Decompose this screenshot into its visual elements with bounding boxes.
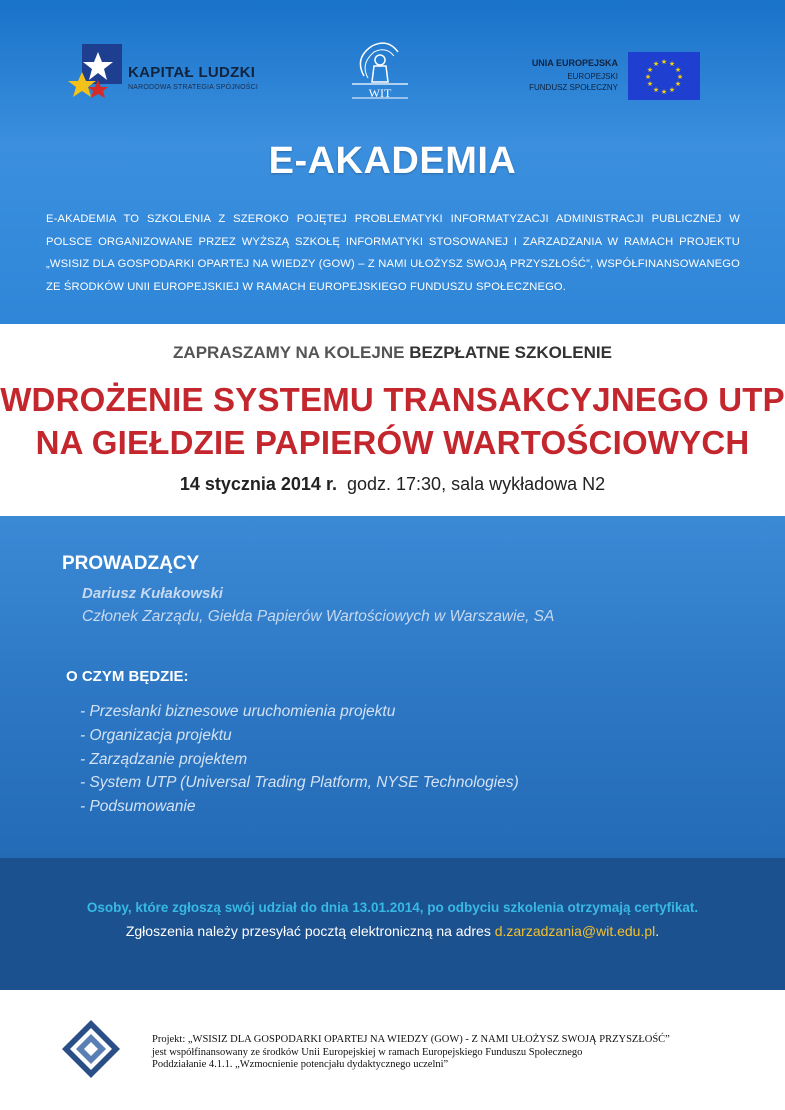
eu-logo bbox=[500, 52, 700, 102]
email-link[interactable]: d.zarzadzania@wit.edu.pl bbox=[494, 923, 656, 939]
topics-list bbox=[80, 700, 519, 819]
lecturer-heading: PROWADZĄCY bbox=[62, 553, 200, 574]
eu-flag-icon bbox=[628, 52, 700, 100]
event-details: godz. 17:30, sala wykładowa N2 bbox=[346, 474, 606, 494]
invite-prefix: ZAPRASZAMY NA KOLEJNE bbox=[173, 343, 410, 362]
eu-logo-line1: UNIA EUROPEJSKA bbox=[531, 58, 618, 68]
svg-text:★: ★ bbox=[668, 60, 676, 68]
svg-text:★: ★ bbox=[660, 58, 668, 66]
list-item: - Przesłanki biznesowe uruchomienia projektu bbox=[80, 703, 396, 720]
event-datetime bbox=[0, 474, 785, 495]
kapital-ludzki-logo bbox=[68, 42, 288, 102]
kapital-ludzki-star-icon bbox=[68, 42, 126, 100]
svg-text:★: ★ bbox=[646, 66, 654, 74]
svg-text:★: ★ bbox=[674, 66, 682, 74]
invite-line bbox=[0, 343, 785, 363]
diamond-logo-icon bbox=[60, 1018, 122, 1080]
svg-text:★: ★ bbox=[660, 88, 668, 96]
event-date: 14 stycznia 2014 r. bbox=[179, 474, 337, 494]
registration-email-line bbox=[0, 923, 785, 939]
email-prefix: Zgłoszenia należy przesyłać pocztą elektroniczną na adres bbox=[125, 923, 495, 939]
list-item: - Zarządzanie projektem bbox=[80, 750, 248, 768]
svg-text:★: ★ bbox=[644, 73, 652, 81]
invite-bold: BEZPŁATNE SZKOLENIE bbox=[409, 343, 612, 362]
svg-text:★: ★ bbox=[652, 60, 660, 68]
certificate-note: Osoby, które zgłoszą swój udział do dnia 13.01.2014, po odbyciu szkolenia otrzymają certyfikat. bbox=[86, 900, 699, 915]
lecturer-role: Członek Zarządu, Giełda Papierów Wartościowych w Warszawie, SA bbox=[82, 608, 555, 625]
svg-text:★: ★ bbox=[674, 80, 682, 88]
event-title-line2: NA GIEŁDZIE PAPIERÓW WARTOŚCIOWYCH bbox=[35, 424, 750, 461]
topics-heading: O CZYM BĘDZIE: bbox=[66, 668, 189, 685]
list-item: - System UTP (Universal Trading Platform, NYSE Technologies) bbox=[80, 774, 519, 792]
footer-line1: Projekt: „WSISIZ DLA GOSPODARKI OPARTEJ NA WIEDZY (GOW) - Z NAMI UŁOŻYSZ SWOJĄ PRZYSZŁOŚĆ” bbox=[152, 1034, 670, 1045]
event-title bbox=[0, 378, 785, 464]
footer-text bbox=[152, 1034, 670, 1072]
lecturer-name: Dariusz Kułakowski bbox=[82, 585, 223, 602]
event-title-line1: WDROŻENIE SYSTEMU TRANSAKCYJNEGO UTP bbox=[0, 381, 785, 418]
intro-paragraph: E-AKADEMIA TO SZKOLENIA Z SZEROKO POJĘTEJ PROBLEMATYKI INFORMATYZACJI ADMINISTRACJI PUBLICZNEJ W POLSCE ORGANIZOWANE PRZEZ WYŻSZĄ SZKOŁĘ INFORMATYKI STOSOWANEJ I ZARZADZANIA W RAMACH PROJEKTU „WSISIZ DLA GOSPODARKI OPARTEJ NA WIEDZY (GOW) – Z NAMI UŁOŻYSZ SWOJĄ PRZYSZŁOŚĆ”, WSPÓŁFINANSOWANEGO ZE ŚRODKÓW UNII EUROPEJSKIEJ W RAMACH EUROPEJSKIEGO FUNDUSZU SPOŁECZNEGO. bbox=[46, 213, 740, 293]
wit-logo bbox=[344, 36, 416, 106]
eu-logo-line3: FUNDUSZ SPOŁECZNY bbox=[529, 83, 618, 92]
svg-text:★: ★ bbox=[646, 80, 654, 88]
svg-text:★: ★ bbox=[668, 86, 676, 94]
list-item: - Podsumowanie bbox=[80, 798, 196, 816]
email-suffix: . bbox=[655, 923, 660, 939]
wit-logo-text: WIT bbox=[368, 86, 392, 100]
list-item: - Organizacja projektu bbox=[80, 726, 232, 744]
footer-line3: Poddziałanie 4.1.1. „Wzmocnienie potencjału dydaktycznego uczelni” bbox=[152, 1059, 449, 1071]
svg-text:★: ★ bbox=[652, 86, 660, 94]
kapital-ludzki-subtitle: NARODOWA STRATEGIA SPÓJNOŚCI bbox=[128, 84, 259, 91]
kapital-ludzki-title: KAPITAŁ LUDZKI bbox=[128, 64, 256, 81]
footer-line2: jest współfinansowany ze środków Unii Europejskiej w ramach Europejskiego Funduszu Społecznego bbox=[152, 1046, 583, 1058]
eu-logo-line2: EUROPEJSKI bbox=[567, 72, 618, 81]
svg-text:★: ★ bbox=[676, 73, 684, 81]
page-title: E-AKADEMIA bbox=[268, 140, 517, 182]
